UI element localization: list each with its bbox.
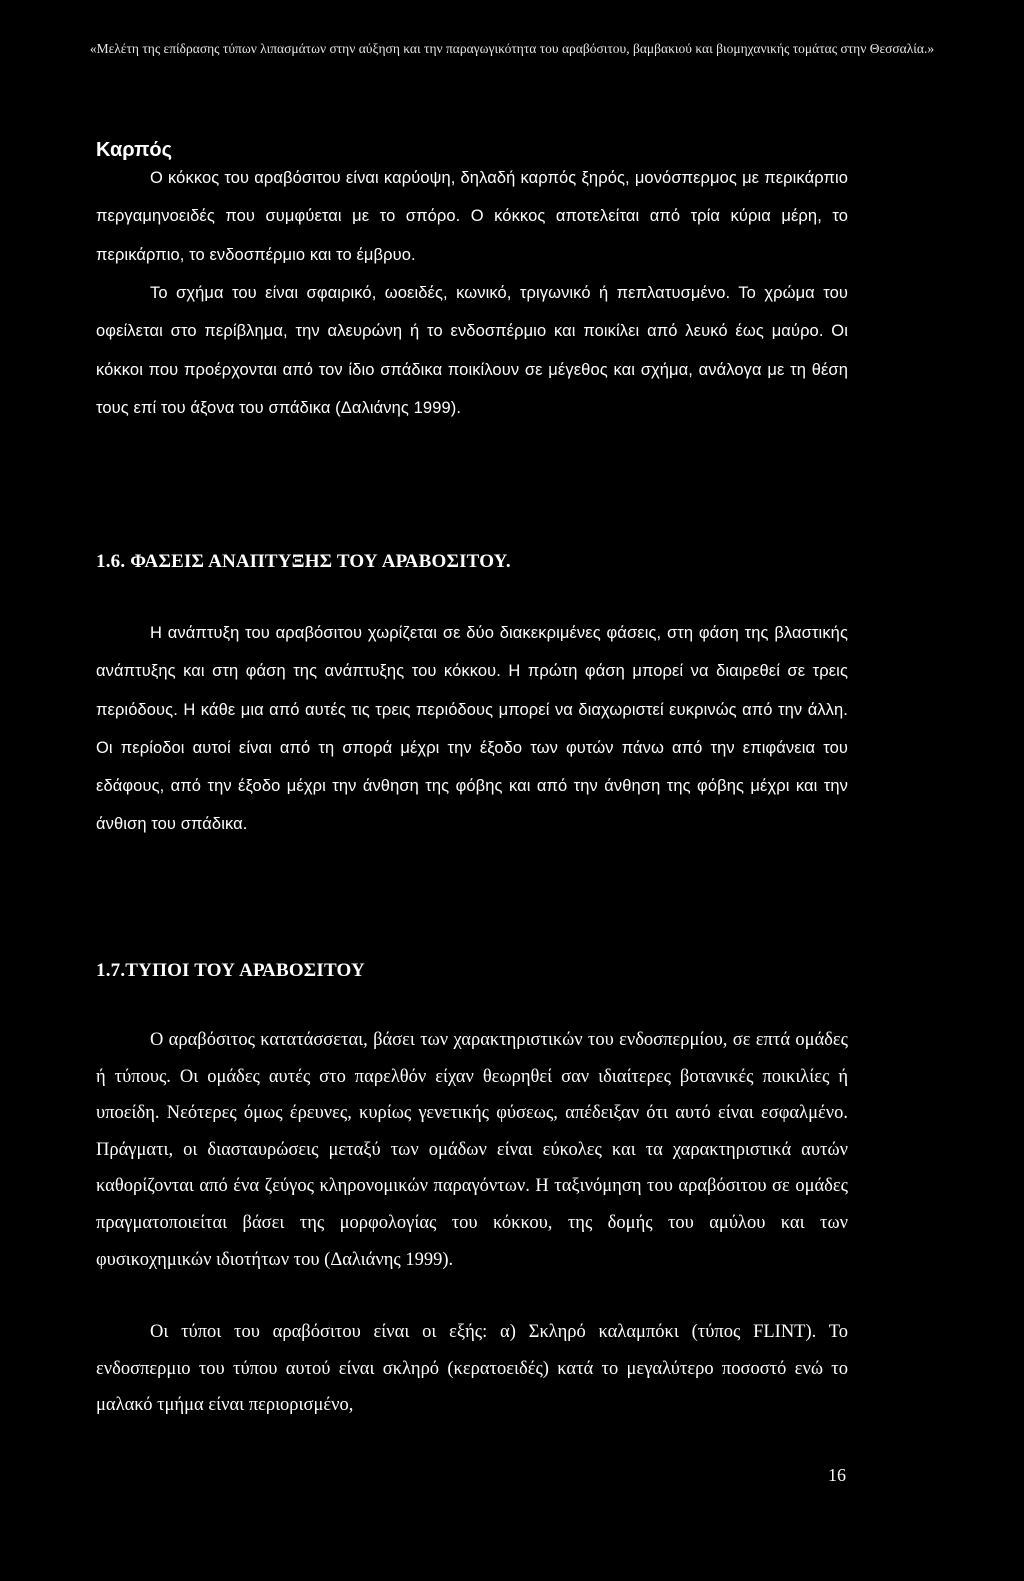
paragraph-fruit-shape: Το σχήμα του είναι σφαιρικό, ωοειδές, κωνικό, τριγωνικό ή πεπλατυσμένο. Το χρώμα του οφείλεται στο περίβλημα, την αλευρώνη ή το ενδοσπέρμιο και ποικίλει από λευκό έως μαύρο. Οι κόκκοι που προέρχονται από τον ίδιο σπάδικα ποικίλουν σε μέγεθος και σχήμα, ανάλογα με τη θέση τους επί του άξονα του σπάδικα (Δαλιάνης 1999). [96,284,848,417]
paragraph-corn-classification: Ο αραβόσιτος κατατάσσεται, βάσει των χαρακτηριστικών του ενδοσπερμίου, σε επτά ομάδες ή τύπους. Οι ομάδες αυτές στο παρελθόν είχαν θεωρηθεί σαν ιδιαίτερες βοτανικές ποικιλίες ή υποείδη. Νεότερες όμως έρευνες, κυρίως γενετικής φύσεως, απέδειξαν ότι αυτό είναι εσφαλμένο. Πράγματι, οι διασταυρώσεις μεταξύ των ομάδων είναι εύκολες και τα χαρακτηριστικά αυτών καθορίζονται από ένα ζεύγος κληρονομικών παραγόντων. Η ταξινόμηση του αραβόσιτου σε ομάδες πραγματοποιείται βάσει της μορφολογίας του κόκκου, της δομής του αμύλου και των φυσικοχημικών ιδιοτήτων του (Δαλιάνης 1999). [96,1030,848,1270]
section-title-corn-types: 1.7.ΤΥΠΟΙ ΤΟΥ ΑΡΑΒΟΣΙΤΟΥ [96,960,365,981]
paragraph-growth-phases: Η ανάπτυξη του αραβόσιτου χωρίζεται σε δύο διακεκριμένες φάσεις, στη φάση της βλαστικής ανάπτυξης και στη φάση της ανάπτυξης του κόκκου. Η πρώτη φάση μπορεί να διαιρεθεί σε τρεις περιόδους. Η κάθε μια από αυτές τις τρεις περιόδους μπορεί να διαχωριστεί ευκρινώς από την άλλη. Οι περίοδοι αυτοί είναι από τη σπορά μέχρι την έξοδο των φυτών πάνω από την επιφάνεια του εδάφους, από την έξοδο μέχρι την άνθηση της φόβης και από την άνθηση της φόβης μέχρι και την άνθιση του σπάδικα. [96,624,848,834]
section-title-growth-phases: 1.6. ΦΑΣΕΙΣ ΑΝΑΠΤΥΞΗΣ ΤΟΥ ΑΡΑΒΟΣΙΤΟΥ. [96,551,511,572]
section-heading-fruit: Καρπός [96,139,173,161]
paragraph-fruit-structure: Ο κόκκος του αραβόσιτου είναι καρύοψη, δηλαδή καρπός ξηρός, μονόσπερμος με περικάρπιο περγαμηνοειδές που συμφύεται με το σπόρο. Ο κόκκος αποτελείται από τρία κύρια μέρη, το περικάρπιο, το ενδοσπέρμιο και το έμβρυο. [96,169,848,264]
running-header: «Μελέτη της επίδρασης τύπων λιπασμάτων στην αύξηση και την παραγωγικότητα του αραβόσιτου, βαμβακιού και βιομηχανικής τομάτας στην Θεσσαλία.» [89,41,935,56]
page-number: 16 [828,1465,846,1485]
paragraph-corn-types-list: Οι τύποι του αραβόσιτου είναι οι εξής: α) Σκληρό καλαμπόκι (τύπος FLINT). Το ενδοσπερμιο του τύπου αυτού είναι σκληρό (κερατοειδές) κατά το μεγαλύτερο ποσοστό ενώ το μαλακό τμήμα είναι περιορισμένο, [96,1322,848,1416]
